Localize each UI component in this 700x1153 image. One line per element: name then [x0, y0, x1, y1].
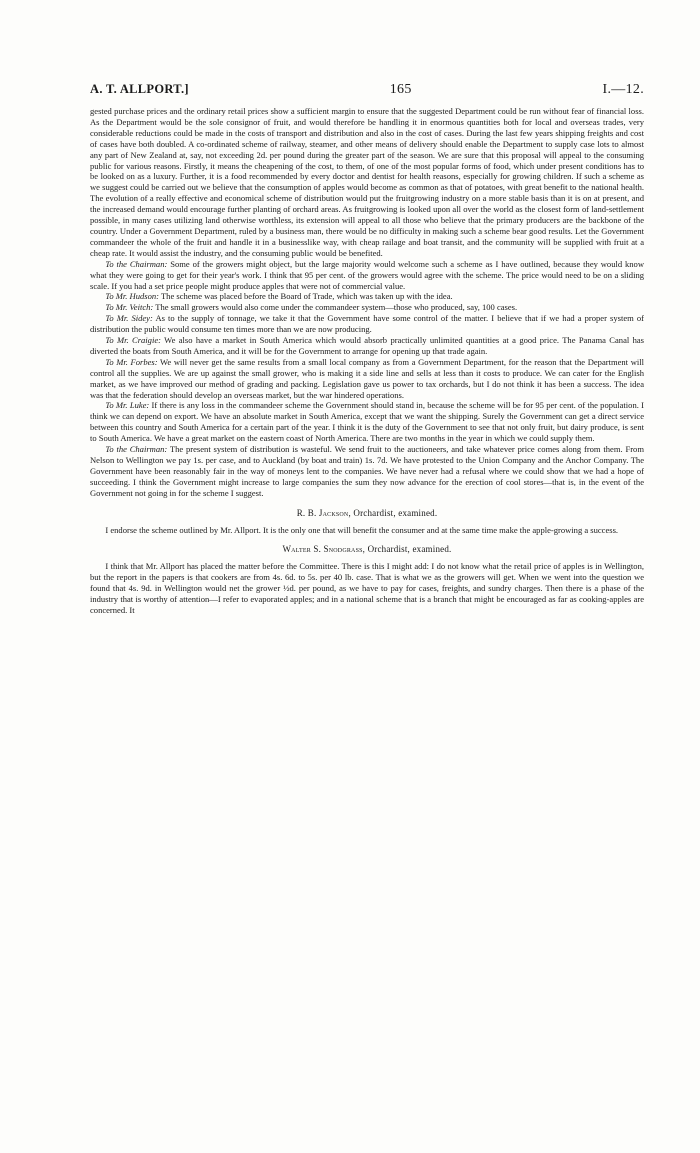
paper-reference: I.—12.: [602, 82, 644, 97]
witness-role: , Orchardist, examined.: [362, 544, 452, 555]
testimony-text: If there is any loss in the commandeer scheme the Government should stand in, because the scheme will be for 95 per cent. of the population. I think we can depend on export. We have an absolute market in South America, except that we want the shipping. Surely the Government can get a direct service between this country and South America for a certain part of the year. I think it is the duty of the Government to see that not only fruit, but dairy produce, is sent to South America. We have a great market on the eastern coast of North America. There are two months in the year in which we could supply them.: [90, 400, 644, 444]
witness-heading-snodgrass: [90, 544, 644, 555]
witness-name: R. B. Jackson: [296, 507, 349, 518]
speaker-label: To the Chairman:: [105, 258, 168, 269]
speaker-label: To Mr. Craigie:: [105, 335, 161, 346]
header-witness-name: A. T. ALLPORT.]: [90, 82, 189, 96]
speaker-label: To Mr. Luke:: [105, 400, 150, 411]
jackson-testimony: I endorse the scheme outlined by Mr. Allport. It is the only one that will benefit the consumer and at the same time make the apple-growing a success.: [105, 524, 619, 535]
speaker-label: To Mr. Forbes:: [105, 356, 158, 367]
page-header: [90, 82, 644, 98]
document-body: [90, 106, 644, 616]
speaker-label: To the Chairman:: [105, 444, 168, 455]
testimony-paragraph: [90, 313, 644, 335]
snodgrass-testimony: I think that Mr. Allport has placed the matter before the Committee. There is this I might add: I do not know what the retail price of apples is in Wellington, but the report in the papers is that cookers are from 4s. 6d. to 5s. per 40 lb. case. That is what we as the growers will get. When we went into the question we found that 4s. 9d. in Wellington would net the grower ½d. per pound, as we have to pay for cases, freights, and sundry charges. Then there is a phase of the industry that is worthy of attention—I refer to evaporated apples; and in a national scheme that is a branch that might be encouraged as far as cooking-apples are concerned. It: [90, 561, 644, 615]
witness-name: Walter S. Snodgrass: [282, 544, 363, 555]
page-number: 165: [389, 82, 412, 97]
opening-paragraph: gested purchase prices and the ordinary retail prices show a sufficient margin to ensure that the suggested Department could be run without fear of financial loss. As the Department would be the sole consignor of fruit, and would therefore be handling it in enormous quantities both for local and overseas trades, very considerable reductions could be made in the costs of transport and distribution and also in the cost of cases. During the last few years shipping freights and cost of cases have both doubled. A co-ordinated scheme of railway, steamer, and other means of delivery should enable the Department to supply case lots to almost any part of New Zealand at, say, not exceeding 2d. per pound during the greater part of the season. We are sure that this proposal will appeal to the consuming public for various reasons. Firstly, it means the cheapening of the cost, to them, of one of the most popular forms of food, which under present conditions has to be looked on as a luxury. Further, it is a food recommended by every doctor and dentist for health reasons, especially for growing children. If such a scheme as we suggest could be carried out we believe that the consumption of apples would become as common as that of potatoes, with great benefit to the national health. The evolution of a really effective and economical scheme of distribution would put the fruitgrowing industry on a more stable basis than it is on at present, and the increased demand would encourage further planting of orchard areas. As fruitgrowing is looked upon all over the world as the closest form of land-settlement possible, in many cases utilizing land otherwise worthless, its extension will appeal to all those who believe that the primary producers are the backbone of the country. Under a Government Department, ruled by a business man, there would be no difficulty in making such a scheme bear good results. Let the Government commandeer the whole of the fruit and handle it in a businesslike way, with cheap railage and boat transit, and the community will be supplied with fruit at a cheap rate. It would assist the industry, and the consuming public would be benefited.: [90, 106, 644, 258]
testimony-paragraph: [90, 291, 644, 302]
testimony-paragraph: [90, 357, 644, 401]
testimony-text: The small growers would also come under the commandeer system—those who produced, say, 100 cases.: [153, 302, 518, 313]
testimony-text: Some of the growers might object, but the large majority would welcome such a scheme as I have outlined, because they would know what they were going to get for their year's work. I think that 95 per cent. of the growers would agree with the scheme. The price would need to be on a sliding scale. If you had a set price people might produce apples that were not of commercial value.: [90, 258, 644, 291]
testimony-text: The scheme was placed before the Board of Trade, which was taken up with the idea.: [158, 291, 453, 302]
testimony-text: We will never get the same results from a small local company as from a Government Department, for the reason that the Department will control all the supplies. We are up against the small grower, who is making it a side line and sells at less than it costs to produce. We can cater for the English market, as we have improved our method of grading and packing. Legislation gave us power to tax orchards, but I do not think it has been a success. The idea was that the federation should develop an overseas market, but the war hindered operations.: [90, 356, 644, 400]
testimony-text: As to the supply of tonnage, we take it that the Government have some control of the matter. I believe that if we had a proper system of distribution the public would consume ten times more than we are now producing.: [90, 313, 644, 335]
testimony-text: We also have a market in South America which would absorb practically unlimited quantities at a good price. The Panama Canal has diverted the boats from South America, and it will be for the Government to arrange for opening up that trade again.: [90, 335, 644, 356]
speaker-label: To Mr. Sidey:: [105, 313, 153, 324]
testimony-paragraph: [90, 335, 644, 357]
speaker-label: To Mr. Hudson:: [105, 291, 159, 302]
testimony-paragraph: [90, 302, 644, 313]
testimony-paragraph: [90, 444, 644, 499]
speaker-label: To Mr. Veitch:: [105, 302, 154, 313]
testimony-paragraph: [90, 259, 644, 292]
witness-heading-jackson: [90, 508, 644, 519]
witness-role: , Orchardist, examined.: [348, 507, 438, 518]
testimony-text: The present system of distribution is wasteful. We send fruit to the auctioneers, and take whatever price comes along from them. From Nelson to Wellington we pay 1s. per case, and to Auckland (by boat and train) 1s. 7d. We have protested to the Union Company and the Anchor Company. The Government have been reasonably fair in the way of moneys lent to the companies. We have never had a refusal where we could show that we had a hope of succeeding. I think the Government might increase to large companies the sum they now advance for the erection of cool stores—that is, in the event of the Government not going in for the scheme I suggest.: [90, 444, 644, 498]
testimony-paragraph: [90, 400, 644, 444]
